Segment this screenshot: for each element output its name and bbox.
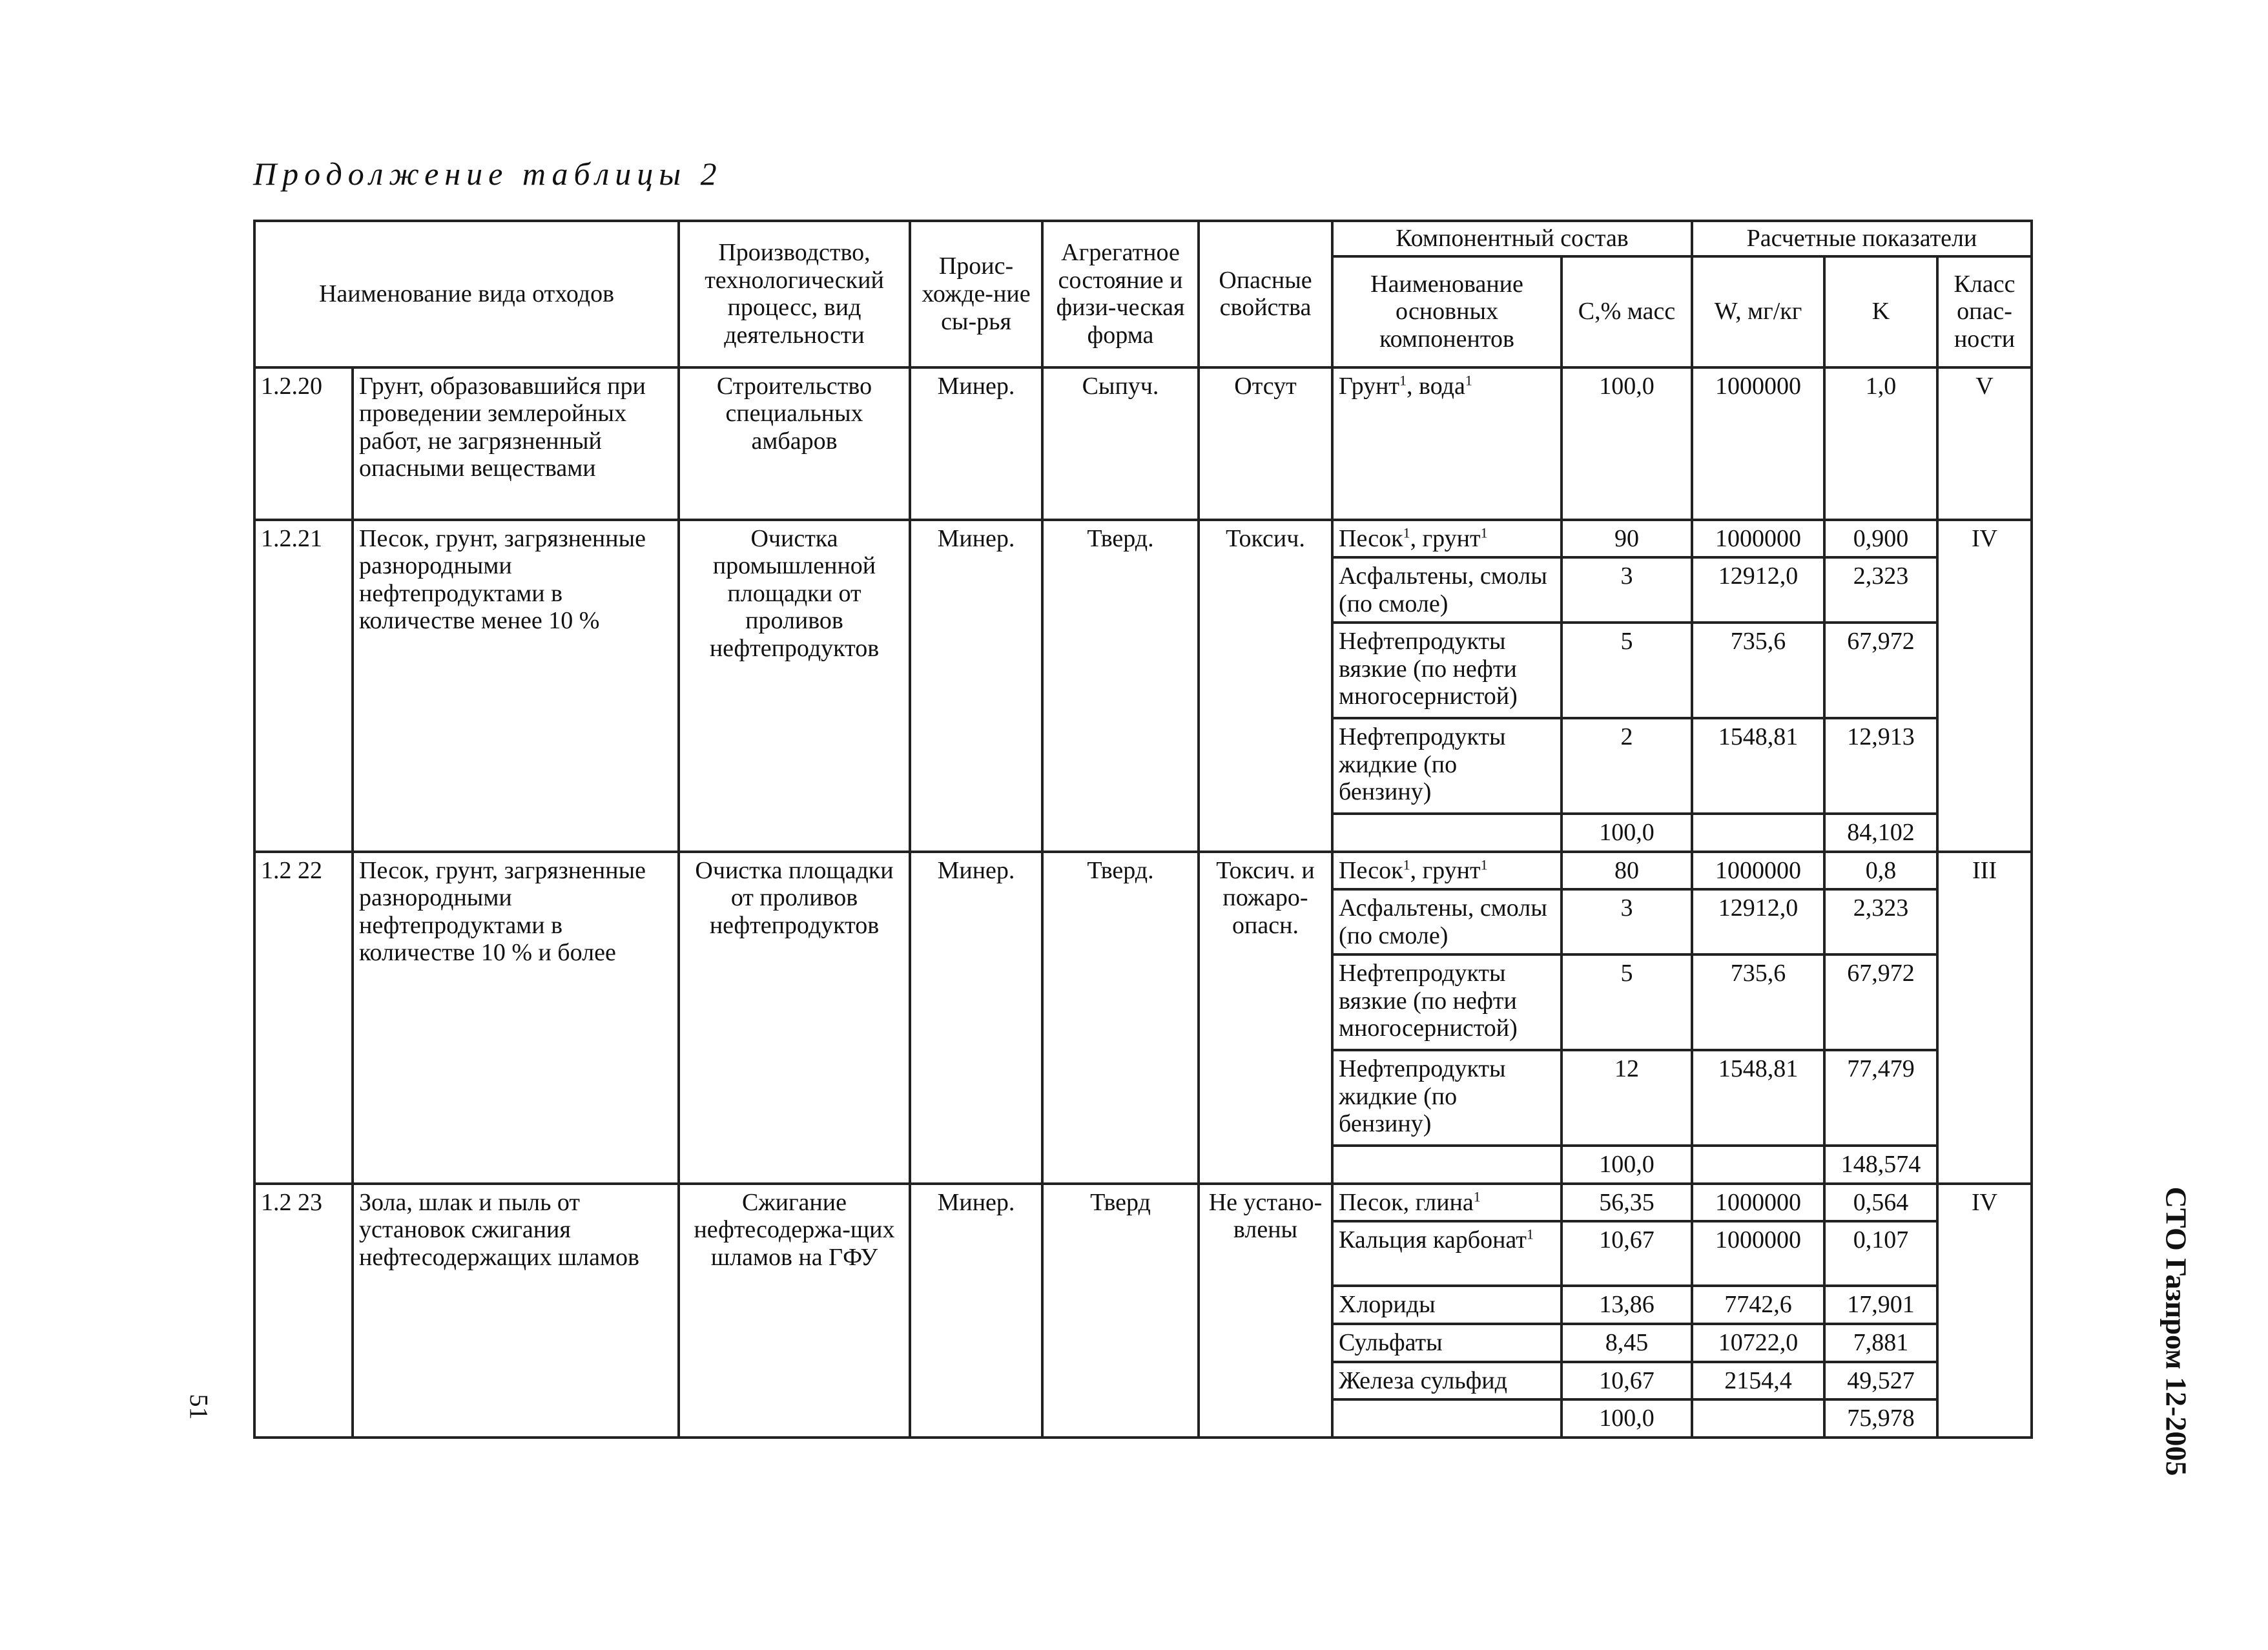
- w-value: 7742,6: [1692, 1286, 1824, 1324]
- k-value: 2,323: [1824, 889, 1937, 954]
- header-origin: Проис-хожде-ние сы-рья: [910, 221, 1042, 367]
- component-name: Нефтепродукты жидкие (по бензину): [1332, 718, 1562, 814]
- hazard-class: IV: [1937, 1184, 2032, 1438]
- k-value: 0,564: [1824, 1184, 1937, 1222]
- concentration: 3: [1562, 889, 1692, 954]
- header-aggregate: Агрегатное состояние и физи-ческая форма: [1042, 221, 1199, 367]
- w-value: 1000000: [1692, 367, 1824, 520]
- hazard: Токсич. и пожаро-опасн.: [1199, 852, 1332, 1184]
- component-name: Нефтепродукты вязкие (по нефти многосернистой): [1332, 623, 1562, 718]
- table-row: [254, 852, 2032, 890]
- production: Сжигание нефтесодержа-щих шламов на ГФУ: [679, 1184, 910, 1438]
- production: Очистка площадки от проливов нефтепродуктов: [679, 852, 910, 1184]
- concentration: 2: [1562, 718, 1692, 814]
- hazard: Отсут: [1199, 367, 1332, 520]
- k-value: 7,881: [1824, 1324, 1937, 1362]
- header-component-name: Наименование основных компонентов: [1332, 256, 1562, 367]
- component-name: Кальция карбонат$^1$: [1332, 1221, 1562, 1286]
- k-value: 49,527: [1824, 1362, 1937, 1400]
- waste-name: Грунт, образовавшийся при проведении землеройных работ, не загрязненный опасными веществами: [353, 367, 679, 520]
- concentration: 5: [1562, 623, 1692, 718]
- document-code: СТО Газпром 12-2005: [2160, 1186, 2193, 1476]
- w-value: 1000000: [1692, 1184, 1824, 1222]
- concentration: 80: [1562, 852, 1692, 890]
- row-id: 1.2.21: [254, 520, 353, 852]
- hazard-class: III: [1937, 852, 2032, 1184]
- header-composition: Компонентный состав: [1332, 221, 1692, 256]
- header-production: Производство, технологический процесс, вид деятельности: [679, 221, 910, 367]
- w-value: 1000000: [1692, 520, 1824, 558]
- w-value: 1548,81: [1692, 718, 1824, 814]
- concentration: 3: [1562, 557, 1692, 623]
- concentration: 10,67: [1562, 1221, 1692, 1286]
- header-concentration: С,% масс: [1562, 256, 1692, 367]
- hazard: Не устано-влены: [1199, 1184, 1332, 1438]
- row-id: 1.2.20: [254, 367, 353, 520]
- component-name: Нефтепродукты вязкие (по нефти многосернистой): [1332, 954, 1562, 1050]
- concentration: 100,0: [1562, 367, 1692, 520]
- header-hazard: Опасные свойства: [1199, 221, 1332, 367]
- waste-name: Песок, грунт, загрязненные разнородными нефтепродуктами в количестве 10 % и более: [353, 852, 679, 1184]
- hazard: Токсич.: [1199, 520, 1332, 852]
- concentration: 8,45: [1562, 1324, 1692, 1362]
- total-k: 75,978: [1824, 1399, 1937, 1438]
- component-name: Железа сульфид: [1332, 1362, 1562, 1400]
- total-k: 148,574: [1824, 1146, 1937, 1184]
- w-value: 735,6: [1692, 623, 1824, 718]
- component-name: Сульфаты: [1332, 1324, 1562, 1362]
- total-concentration: 100,0: [1562, 1146, 1692, 1184]
- w-value: 1000000: [1692, 1221, 1824, 1286]
- table-row: [254, 367, 2032, 520]
- total-concentration: 100,0: [1562, 814, 1692, 852]
- k-value: 2,323: [1824, 557, 1937, 623]
- aggregate: Тверд.: [1042, 520, 1199, 852]
- page-number: 51: [184, 1394, 214, 1420]
- total-label: [1332, 814, 1562, 852]
- k-value: 67,972: [1824, 954, 1937, 1050]
- origin: Минер.: [910, 852, 1042, 1184]
- aggregate: Тверд: [1042, 1184, 1199, 1438]
- k-value: 0,8: [1824, 852, 1937, 890]
- w-value: 1548,81: [1692, 1050, 1824, 1146]
- w-value: 2154,4: [1692, 1362, 1824, 1400]
- k-value: 1,0: [1824, 367, 1937, 520]
- production: Строительство специальных амбаров: [679, 367, 910, 520]
- concentration: 10,67: [1562, 1362, 1692, 1400]
- waste-table: [253, 220, 2033, 1439]
- component-name: Асфальтены, смолы (по смоле): [1332, 889, 1562, 954]
- origin: Минер.: [910, 520, 1042, 852]
- component-name: Хлориды: [1332, 1286, 1562, 1324]
- component-name: Нефтепродукты жидкие (по бензину): [1332, 1050, 1562, 1146]
- total-w: [1692, 814, 1824, 852]
- total-w: [1692, 1399, 1824, 1438]
- header-w: W, мг/кг: [1692, 256, 1824, 367]
- header-hazard-class: Класс опас-ности: [1937, 256, 2032, 367]
- hazard-class: IV: [1937, 520, 2032, 852]
- w-value: 12912,0: [1692, 889, 1824, 954]
- waste-name: Песок, грунт, загрязненные разнородными нефтепродуктами в количестве менее 10 %: [353, 520, 679, 852]
- w-value: 735,6: [1692, 954, 1824, 1050]
- total-label: [1332, 1399, 1562, 1438]
- row-id: 1.2 22: [254, 852, 353, 1184]
- total-label: [1332, 1146, 1562, 1184]
- total-concentration: 100,0: [1562, 1399, 1692, 1438]
- aggregate: Тверд.: [1042, 852, 1199, 1184]
- concentration: 56,35: [1562, 1184, 1692, 1222]
- origin: Минер.: [910, 367, 1042, 520]
- production: Очистка промышленной площадки от проливов нефтепродуктов: [679, 520, 910, 852]
- table-row: [254, 520, 2032, 558]
- hazard-class: V: [1937, 367, 2032, 520]
- concentration: 90: [1562, 520, 1692, 558]
- concentration: 13,86: [1562, 1286, 1692, 1324]
- component-name: Песок$^1$, грунт$^1$: [1332, 520, 1562, 558]
- component-name: Песок, глина$^1$: [1332, 1184, 1562, 1222]
- component-name: Асфальтены, смолы (по смоле): [1332, 557, 1562, 623]
- waste-name: Зола, шлак и пыль от установок сжигания нефтесодержащих шламов: [353, 1184, 679, 1438]
- concentration: 12: [1562, 1050, 1692, 1146]
- aggregate: Сыпуч.: [1042, 367, 1199, 520]
- origin: Минер.: [910, 1184, 1042, 1438]
- w-value: 10722,0: [1692, 1324, 1824, 1362]
- k-value: 17,901: [1824, 1286, 1937, 1324]
- w-value: 1000000: [1692, 852, 1824, 890]
- total-w: [1692, 1146, 1824, 1184]
- row-id: 1.2 23: [254, 1184, 353, 1438]
- header-k: K: [1824, 256, 1937, 367]
- component-name: Грунт$^1$, вода$^1$: [1332, 367, 1562, 520]
- k-value: 0,900: [1824, 520, 1937, 558]
- table-row: [254, 1184, 2032, 1222]
- component-name: Песок$^1$, грунт$^1$: [1332, 852, 1562, 890]
- table-caption: Продолжение таблицы 2: [253, 156, 723, 192]
- k-value: 77,479: [1824, 1050, 1937, 1146]
- header-calc: Расчетные показатели: [1692, 221, 2032, 256]
- k-value: 0,107: [1824, 1221, 1937, 1286]
- header-waste-name: Наименование вида отходов: [254, 221, 679, 367]
- concentration: 5: [1562, 954, 1692, 1050]
- k-value: 12,913: [1824, 718, 1937, 814]
- total-k: 84,102: [1824, 814, 1937, 852]
- k-value: 67,972: [1824, 623, 1937, 718]
- w-value: 12912,0: [1692, 557, 1824, 623]
